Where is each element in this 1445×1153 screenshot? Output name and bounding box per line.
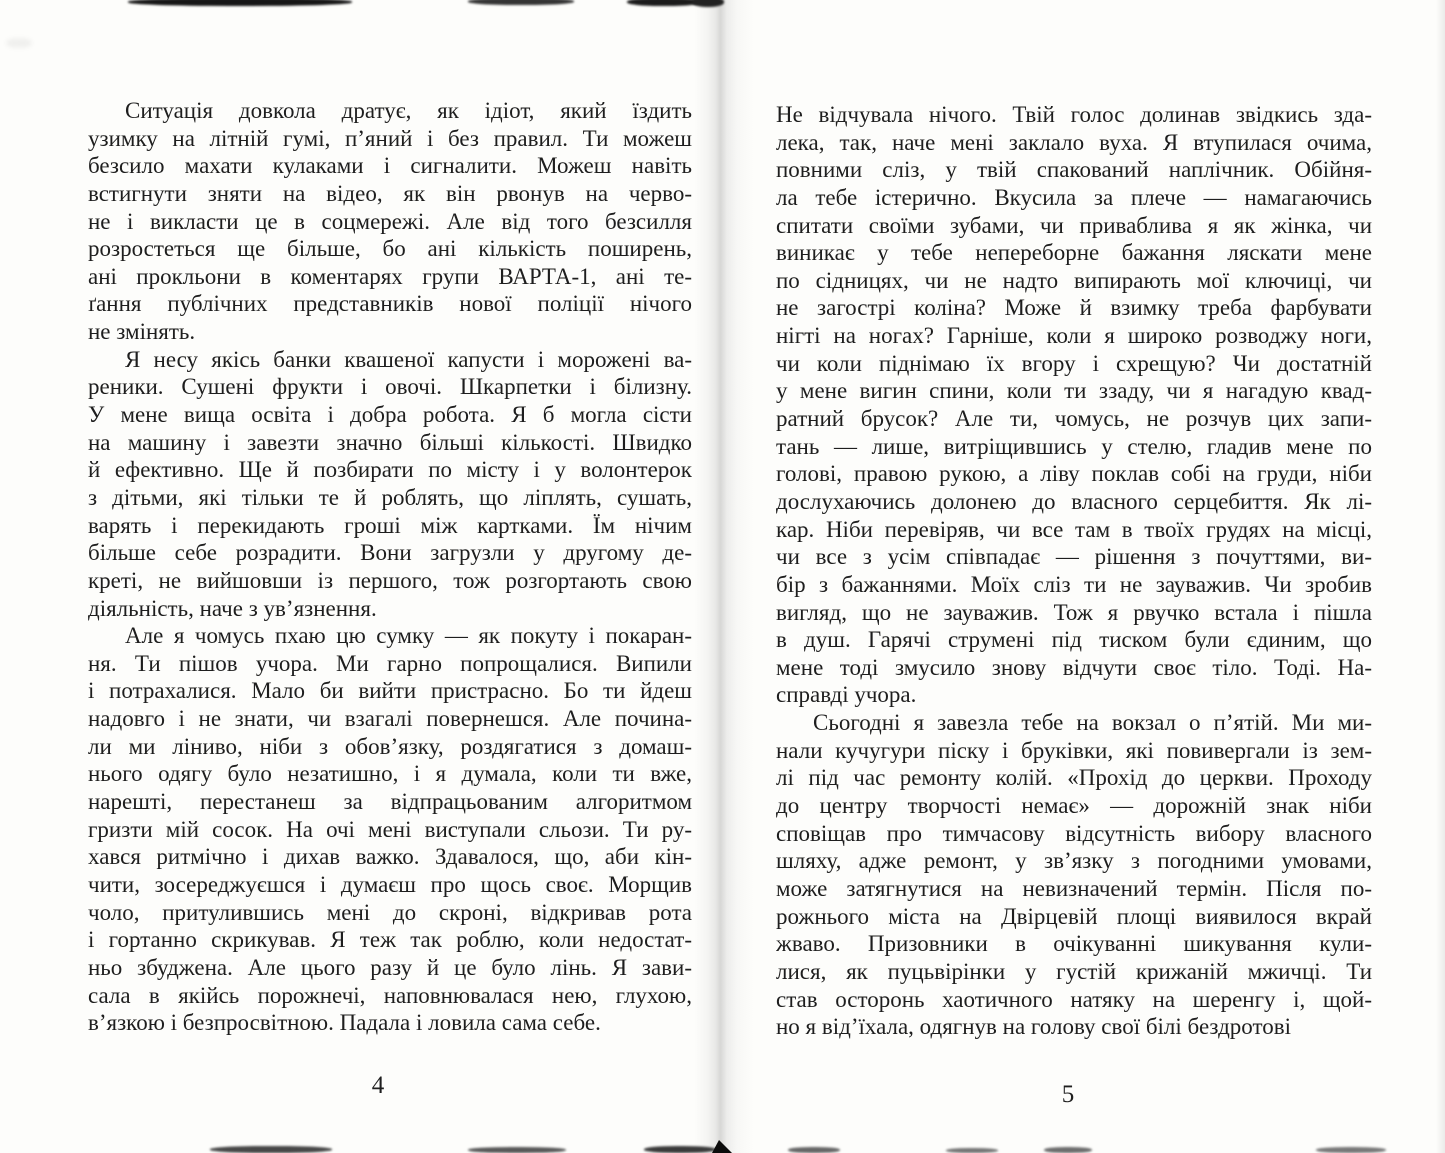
page-right-edge-shadow	[1436, 0, 1445, 1153]
scan-gutter-wedge	[712, 1140, 732, 1153]
text-line: ґання публічних представників нової поліції нічого	[88, 291, 692, 317]
text-line: чи все з усім співпадає — рішення з почуттями, ви-	[776, 544, 1372, 570]
text-line: нали кучугури піску і бруківки, які повивергали із зем-	[776, 737, 1372, 763]
text-line: шляху, адже ремонт, у зв’язку з погодними умовами,	[776, 848, 1372, 874]
text-line: розростеться ще більше, бо ані кількість поширень,	[88, 236, 692, 262]
scan-smudge-bottom	[468, 1147, 566, 1153]
text-line: лі під час ремонту колій. «Прохід до церкви. Проходу	[776, 765, 1372, 791]
scan-smudge-left	[6, 38, 32, 48]
right-page-text	[776, 101, 1372, 1041]
text-line: й ефективно. Ще й позбирати по місту і у волонтерок	[88, 457, 692, 483]
text-line: чи коли піднімаю їх вгору і схрещую? Чи достатній	[776, 350, 1372, 376]
text-line: виникає у тебе непереборне бажання ляскати мене	[776, 240, 1372, 266]
text-line: не змінять.	[88, 319, 196, 345]
text-line: і гортанно скрикував. Я теж так роблю, коли недостат-	[88, 927, 692, 953]
text-line: чоло, притулившись мені до скроні, відкривав рота	[88, 899, 692, 925]
text-line: справді учора.	[776, 682, 917, 708]
text-line: жваво. Призовники в очікуванні шикування кули-	[776, 931, 1372, 957]
scan-smudge-bottom	[644, 1146, 716, 1153]
text-line: до центру творчості немає» — дорожній знак ніби	[776, 793, 1372, 819]
book-gutter-shadow	[694, 0, 754, 1153]
text-line: Я несу якісь банки квашеної капусти і морожені ва-	[125, 346, 692, 372]
text-line: голові, правою рукою, а ліву поклав собі на груди, ніби	[776, 461, 1372, 487]
text-line: У мене вища освіта і добра робота. Я б могла сісти	[88, 402, 692, 428]
text-line: чити, зосереджуєшся і думаєш про щось своє. Морщив	[88, 871, 692, 897]
scan-smudge-top	[468, 0, 574, 5]
text-line: на машину і завезти значно більші кількості. Швидко	[88, 429, 692, 455]
text-line: ратний брусок? Але ти, чомусь, не розчув цих запи-	[776, 406, 1372, 432]
text-line: гризти мій сосок. На очі мені виступали сльози. Ти ру-	[88, 816, 692, 842]
scan-smudge-top	[692, 0, 724, 7]
text-line: Ситуація довкола дратує, як ідіот, який їздить	[125, 98, 692, 123]
text-line: надовго і не знати, чи взагалі повернешся. Але почина-	[88, 706, 692, 732]
text-line: нього одягу було незатишно, і я думала, коли ти вже,	[88, 761, 692, 787]
text-line: лися, як пуцьвірінки у густій крижаній мжичці. Ти	[776, 958, 1372, 984]
page-number-right: 5	[1061, 1081, 1075, 1108]
page-number-left: 4	[371, 1072, 385, 1099]
text-line: но я від’їхала, одягнув на голову свої білі бездротові	[776, 1014, 1291, 1040]
text-line: нігті на ногах? Гарніше, коли я широко розводжу ноги,	[776, 323, 1372, 349]
text-line: сповіщав про тимчасову відсутність вибору власного	[776, 820, 1372, 846]
text-line: сала в якійсь порожнечі, наповнювалася нею, глухою,	[88, 982, 692, 1008]
text-line: в’язкою і безпросвітною. Падала і ловила сама себе.	[88, 1010, 601, 1036]
paragraph	[776, 709, 1372, 1041]
paragraph	[88, 346, 692, 622]
text-line: став осторонь хаотичного натяку на шеренгу і, щой-	[776, 986, 1372, 1012]
paragraph	[88, 622, 692, 1037]
text-line: може затягнутися на невизначений термін. Після по-	[776, 875, 1372, 901]
text-line: лека, так, наче мені заклало вуха. Я втупилася очима,	[776, 129, 1372, 155]
text-line: ла тебе істерично. Вкусила за плече — намагаючись	[776, 184, 1372, 210]
scan-smudge-top	[627, 0, 701, 6]
text-line: Сьогодні я завезла тебе на вокзал о п’ятій. Ми ми-	[813, 710, 1372, 736]
text-line: у мене вигин спини, коли ти ззаду, чи я нагадую квад-	[776, 378, 1372, 404]
text-line: дослухаючись долонею до власного серцебиття. Як лі-	[776, 488, 1372, 514]
text-line: мене тоді змусило знову відчути своє тіло. Тоді. На-	[776, 654, 1372, 680]
text-line: креті, не вийшовши із першого, тож розгортають свою	[88, 567, 692, 593]
text-line: ньо збуджена. Але цього разу й це було лінь. Я зави-	[88, 954, 692, 980]
text-line: безсило махати кулаками і сигналити. Можеш навіть	[88, 153, 692, 179]
text-line: в душ. Гарячі струмені під тиском були єдиним, що	[776, 627, 1372, 653]
text-line: варять і перекидають гроші між картками. Їм нічим	[88, 512, 692, 538]
text-line: по сідницях, чи не надто випирають мої ключиці, чи	[776, 267, 1372, 293]
text-line: встигнути зняти на відео, як він рвонув на черво-	[88, 180, 692, 206]
text-line: більше себе розрадити. Вони загрузли у другому де-	[88, 540, 692, 566]
paragraph	[88, 97, 692, 346]
scan-smudge-top	[128, 0, 352, 6]
text-line: не загострі коліна? Може й взимку треба фарбувати	[776, 295, 1372, 321]
text-line: вигляд, що не зауважив. Тож я рвучко встала і пішла	[776, 599, 1372, 625]
text-line: нарешті, перестанеш за відпрацьованим алгоритмом	[88, 789, 692, 815]
text-line: з дітьми, які тільки те й роблять, що ліплять, сушать,	[88, 484, 692, 510]
scan-smudge-bottom	[1316, 1147, 1386, 1153]
text-line: рожнього міста на Двірцевій площі виявилося вкрай	[776, 903, 1372, 929]
left-page-text	[88, 97, 692, 1037]
text-line: кар. Ніби перевіряв, чи все там в твоїх грудях на місці,	[776, 516, 1372, 542]
text-line: ані прокльони в коментарях групи ВАРТА-1, ані те-	[88, 263, 692, 289]
text-line: ня. Ти пішов учора. Ми гарно попрощалися. Випили	[88, 650, 692, 676]
text-line: не і викласти це в соцмережі. Але від того безсилля	[88, 208, 692, 234]
text-line: Не відчувала нічого. Твій голос долинав звідкись зда-	[776, 102, 1372, 127]
text-line: Але я чомусь пхаю цю сумку — як покуту і покаран-	[125, 623, 692, 649]
text-line: тань — лише, витріщившись у стелю, гладив мене по	[776, 433, 1372, 459]
text-line: діяльність, наче з ув’язнення.	[88, 595, 377, 621]
text-line: повними сліз, у твій спакований наплічник. Обійня-	[776, 157, 1372, 183]
scan-smudge-bottom	[1044, 1147, 1092, 1153]
text-line: бір з бажаннями. Моїх сліз ти не зауважив. Чи зробив	[776, 571, 1372, 597]
text-line: узимку на літній гумі, п’яний і без правил. Ти можеш	[88, 125, 692, 151]
scan-smudge-bottom	[210, 1146, 332, 1153]
text-line: спитати своїми зубами, чи приваблива я як жінка, чи	[776, 212, 1372, 238]
scan-smudge-bottom	[788, 1147, 840, 1153]
text-line: ли ми ліниво, ніби з обов’язку, роздягатися з домаш-	[88, 733, 692, 759]
paragraph	[776, 101, 1372, 709]
text-line: хався ритмічно і дихав важко. Здавалося, що, аби кін-	[88, 844, 692, 870]
text-line: реники. Сушені фрукти і овочі. Шкарпетки і білизну.	[88, 374, 692, 400]
scan-smudge-bottom	[946, 1148, 998, 1153]
text-line: і потрахалися. Мало би вийти пристрасно. Бо ти йдеш	[88, 678, 692, 704]
